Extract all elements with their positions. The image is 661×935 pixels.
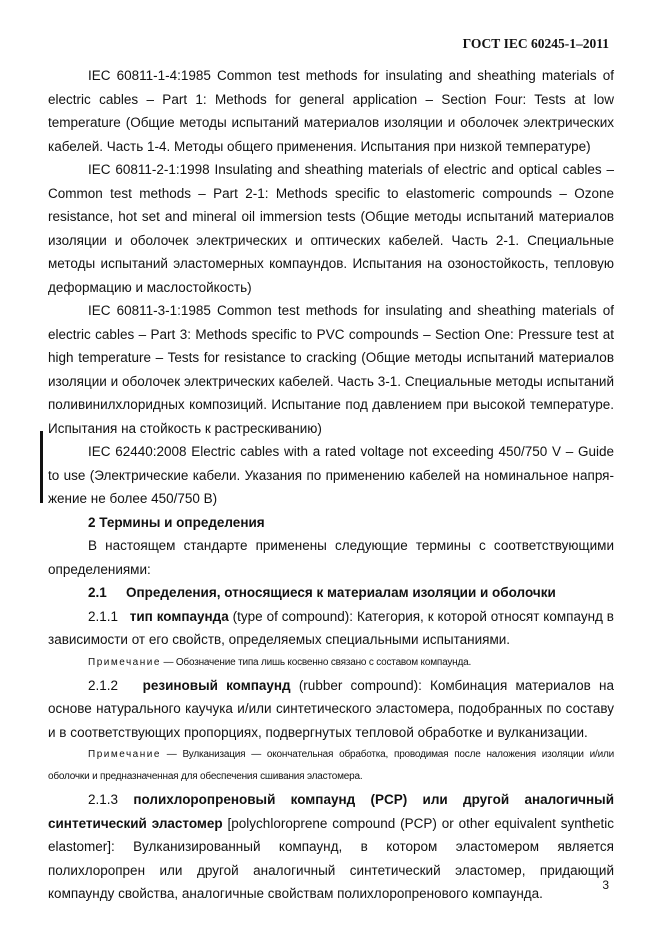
definition-text: (rubber compound): Комбинация материалов на основе натурального каучука и/или синтетического эластомера, подобранных по составу и в соответствующих пропорциях, подвергнутых тепловой обработке и вулканизации. xyxy=(48,677,614,740)
section-2-intro: В настоящем стандарте применены следующие термины с соответствующими определениями: xyxy=(48,538,614,577)
section-2-title: 2 Термины и определения xyxy=(88,514,265,530)
section-2-1-heading xyxy=(48,581,614,605)
section-2-1-number: 2.1 xyxy=(88,585,107,600)
definition-text: (type of compound): Категория, к которой относят компаунд в зависимости от его свойств, определяемых специальными испытаниями. xyxy=(48,608,614,647)
page-number: 3 xyxy=(602,878,609,892)
reference-iec-62440: IEC 62440:2008 Electric cables with a rated voltage not exceeding 450/750 V – Guide to use (Электрические кабели. Указания по применению кабелей на номинальное напря-жение не более 450/750 В) xyxy=(48,444,614,506)
document-header: ГОСТ IEC 60245-1–2011 xyxy=(462,36,609,51)
definition-number: 2.1.3 xyxy=(88,792,119,807)
note-label: Примечание xyxy=(88,656,161,668)
section-2-1-title: Определения, относящиеся к материалам изоляции и оболочки xyxy=(126,585,556,600)
definition-2-1-2 xyxy=(48,674,614,745)
definition-text: [polychloroprene compound (PCP) or other equivalent synthetic elastomer]: Вулканизированный компаунд, в котором эластомером является полихлоропрен или другой аналогичный синтетический эластомер, придающий компаунду свойства, аналогичные свойствам полихлоропренового компаунда. xyxy=(48,815,614,901)
note-label: Примечание xyxy=(88,749,161,760)
definition-term: тип компаунда xyxy=(129,608,229,624)
page-body xyxy=(48,64,614,906)
definition-2-1-3 xyxy=(48,788,614,906)
note-1 xyxy=(48,652,614,674)
reference-iec-60811-3-1: IEC 60811-3-1:1985 Common test methods for insulating and sheathing materials of electric cables – Part 3: Methods specific to PVC compounds – Section One: Pressure test at high temperature – Tests for resistance to cracking (Общие методы испытаний материалов изоляции и оболочек электрических кабелей. Часть 3-1. Специальные методы испытаний поливинилхлоридных композиций. Испытание под давлением при высокой температуре. Испытания на стойкость к растрескиванию) xyxy=(48,303,614,436)
note-2 xyxy=(48,744,614,788)
reference-iec-60811-1-4: IEC 60811-1-4:1985 Common test methods for insulating and sheathing materials of electric cables – Part 1: Methods for general application – Section Four: Tests at low temperature (Общие методы испытаний материалов изоляции и оболочек электрических кабелей. Часть 1-4. Методы общего применения. Испытания при низкой температуре) xyxy=(48,68,614,154)
reference-iec-60811-2-1: IEC 60811-2-1:1998 Insulating and sheathing materials of electric and optical cables – Common test methods – Part 2-1: Methods specific to elastomeric compounds – Ozone resistance, hot set and mineral oil immersion tests (Общие методы испытаний материалов изоляции и оболочек электрических и оптических кабелей. Часть 2-1. Специальные методы испытаний эластомерных компаундов. Испытания на озоностойкость, тепловую деформацию и маслостойкость) xyxy=(48,162,614,295)
note-text: — Обозначение типа лишь косвенно связано с составом компаунда. xyxy=(160,656,472,668)
definition-number: 2.1.1 xyxy=(88,608,119,624)
change-bar xyxy=(40,431,43,503)
note-text: — Вулканизация — окончательная обработка, проводимая после наложения изоляции и/или оболочки и предназначенная для обеспечения сшивания эластомера. xyxy=(48,749,614,782)
definition-number: 2.1.2 xyxy=(88,677,119,693)
definition-term: полихлоропреновый компаунд (PCP) или другой аналогичный синтетический эластомер xyxy=(48,792,614,831)
definition-2-1-1 xyxy=(48,605,614,652)
definition-term: резиновый компаунд xyxy=(142,677,291,693)
